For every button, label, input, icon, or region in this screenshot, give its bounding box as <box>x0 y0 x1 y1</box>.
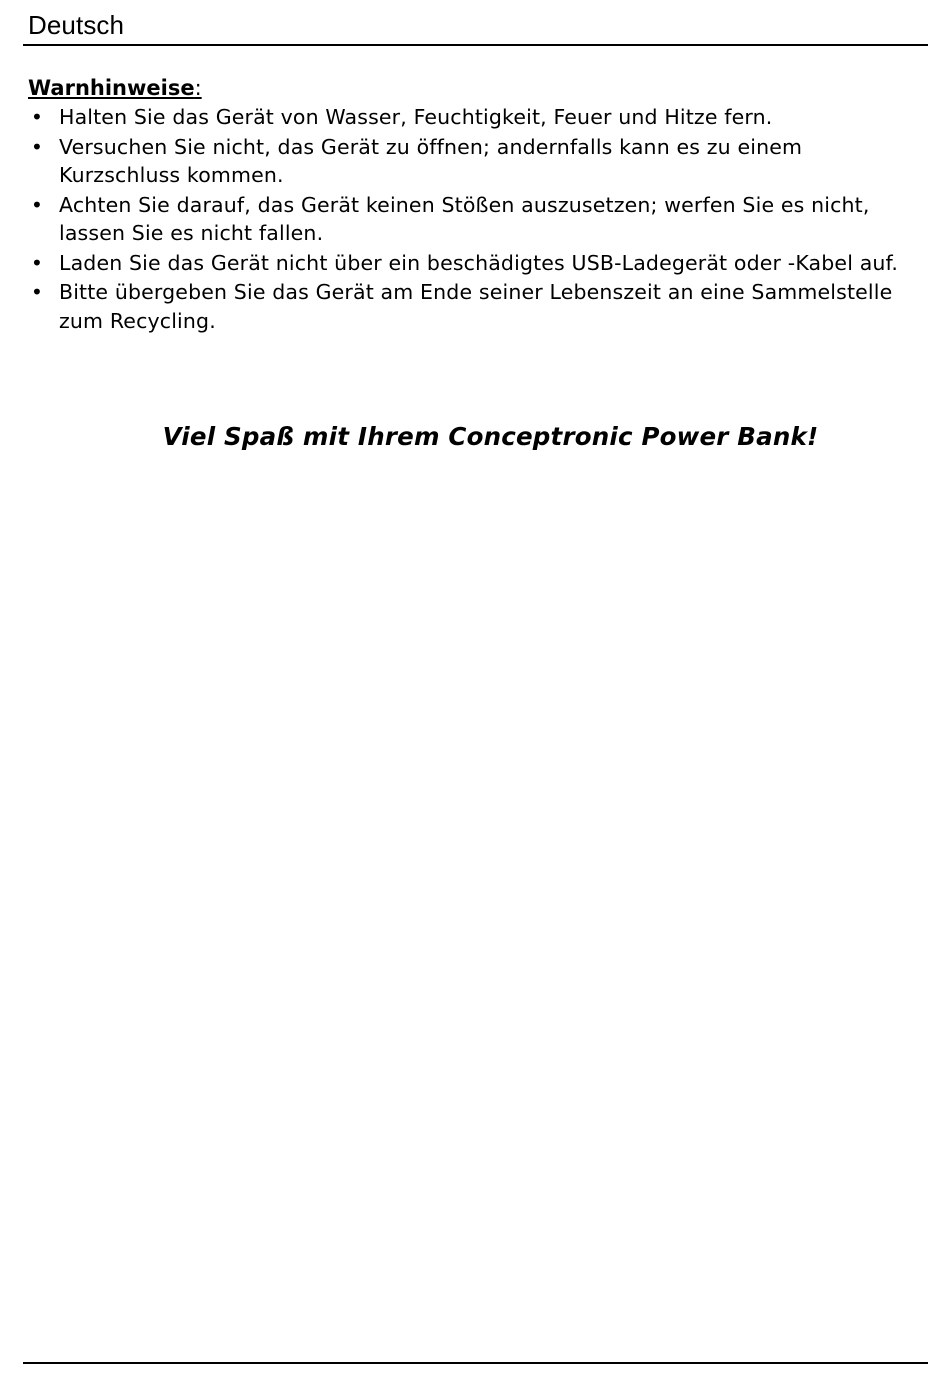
list-item <box>28 249 923 278</box>
warnings-heading-text: Warnhinweise <box>28 76 195 100</box>
list-item-text: Achten Sie darauf, das Gerät keinen Stößen auszusetzen; werfen Sie es nicht, lassen Sie es nicht fallen. <box>59 192 870 245</box>
bullet-icon: • <box>30 250 44 275</box>
list-item <box>28 191 923 248</box>
footer-divider <box>23 1362 928 1364</box>
bullet-icon: • <box>30 192 44 217</box>
list-item <box>28 278 923 335</box>
warnings-list <box>28 103 923 335</box>
list-item-text: Halten Sie das Gerät von Wasser, Feuchtigkeit, Feuer und Hitze fern. <box>59 105 773 129</box>
bullet-icon: • <box>30 280 44 304</box>
warnings-section <box>28 74 923 336</box>
list-item-text: Laden Sie das Gerät nicht über ein beschädigtes USB-Ladegerät oder -Kabel auf. <box>59 250 899 275</box>
list-item <box>28 133 923 190</box>
list-item-text: Versuchen Sie nicht, das Gerät zu öffnen; andernfalls kann es zu einem Kurzschluss kommen. <box>59 134 803 187</box>
page-language-header: Deutsch <box>28 10 125 40</box>
list-item-text: Bitte übergeben Sie das Gerät am Ende seiner Lebenszeit an eine Sammelstelle zum Recycling. <box>59 280 893 333</box>
warnings-heading <box>28 74 923 103</box>
closing-message: Viel Spaß mit Ihrem Conceptronic Power Bank! <box>162 422 819 451</box>
bullet-icon: • <box>30 134 44 159</box>
list-item <box>28 103 923 132</box>
warnings-heading-colon: : <box>194 76 202 100</box>
bullet-icon: • <box>30 105 44 129</box>
header-divider <box>23 44 928 46</box>
